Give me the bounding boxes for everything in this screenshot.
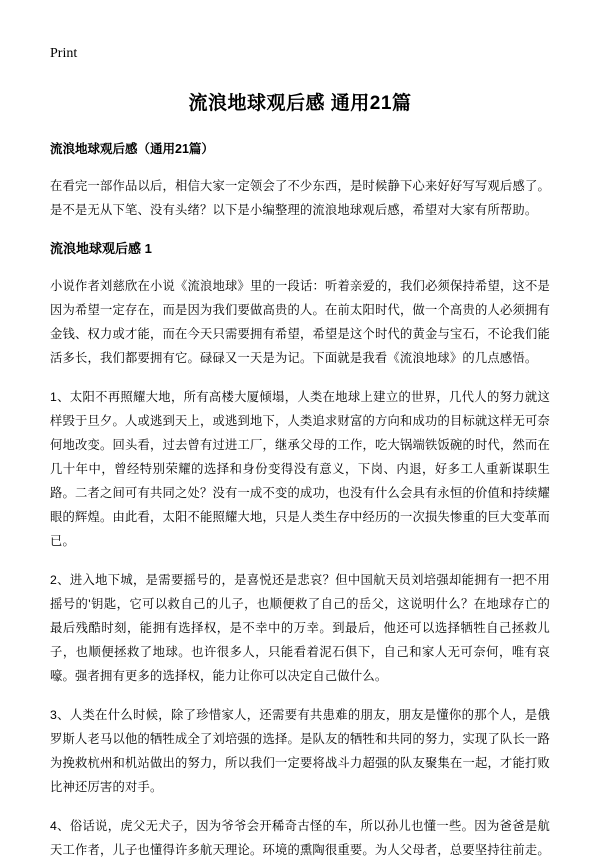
body-paragraph: 4、俗话说，虎父无犬子，因为爷爷会开稀奇古怪的车，所以孙儿也懂一些。因为爸爸是航天工作者，儿子也懂得许多航天理论。环境的熏陶很重要。为人父母者，总要坚持往前走。: [50, 818, 550, 857]
body-paragraph: 2、进入地下城，是需要摇号的，是喜悦还是悲哀？但中国航天员刘培强却能拥有一把不用摇号的'钥匙，它可以救自己的儿子，也顺便救了自己的岳父，这说明什么？在地球存亡的最后残酷时刻，能拥有选择权，是不幸中的万幸。到最后，他还可以选择牺牲自己拯救儿子，也顺便拯救了地球。也许很多人，只能看着泥石俱下，自己和家人无可奈何，唯有哀嚎。强者拥有更多的选择权，能力让你可以决定自己做什么。: [50, 573, 550, 683]
section-heading: 流浪地球观后感 1: [50, 241, 152, 257]
document-subtitle: 流浪地球观后感（通用21篇）: [50, 142, 214, 157]
page-title: 流浪地球观后感 通用21篇: [188, 92, 412, 114]
body-paragraph: 3、人类在什么时候，除了珍惜家人，还需要有共患难的朋友，朋友是懂你的那个人，是俄罗斯人老马以他的牺牲成全了刘培强的选择。是队友的牺牲和共同的努力，实现了队长一路为挽救杭州和机站做出的努力，所以我们一定要将战斗力超强的队友聚集在一起，才能打败比神还厉害的对手。: [50, 707, 550, 794]
body-paragraph: 1、太阳不再照耀大地，所有高楼大厦倾塌，人类在地球上建立的世界，几代人的努力就这样毁于旦夕。人或逃到天上，或逃到地下，人类追求财富的方向和成功的目标就这样无可奈何地改变。回头看，过去曾有过进工厂，继承父母的工作，吃大锅端铁饭碗的时代，然而在几十年中，曾经特别荣耀的选择和身份变得没有意义，下岗、内退，好多工人重新谋职生路。二者之间可有共同之处？没有一成不变的成功，也没有什么会具有永恒的价值和持续耀眼的辉煌。由此看，太阳不能照耀大地，只是人类生存中经历的一次损失惨重的巨大变革而已。: [50, 390, 550, 549]
body-paragraph: 小说作者刘慈欣在小说《流浪地球》里的一段话：听着亲爱的，我们必须保持希望，这不是因为希望一定存在，而是因为我们要做高贵的人。在前太阳时代，做一个高贵的人必须拥有金钱、权力或才能，而在今天只需要拥有希望，希望是这个时代的黄金与宝石，不论我们能活多长，我们都要拥有它。碌碌又一天是为记。下面就是我看《流浪地球》的几点感悟。: [50, 279, 550, 366]
print-link[interactable]: Print: [50, 46, 78, 61]
intro-paragraph: 在看完一部作品以后，相信大家一定领会了不少东西，是时候静下心来好好写写观后感了。是不是无从下笔、没有头绪？以下是小编整理的流浪地球观后感，希望对大家有所帮助。: [50, 179, 550, 218]
